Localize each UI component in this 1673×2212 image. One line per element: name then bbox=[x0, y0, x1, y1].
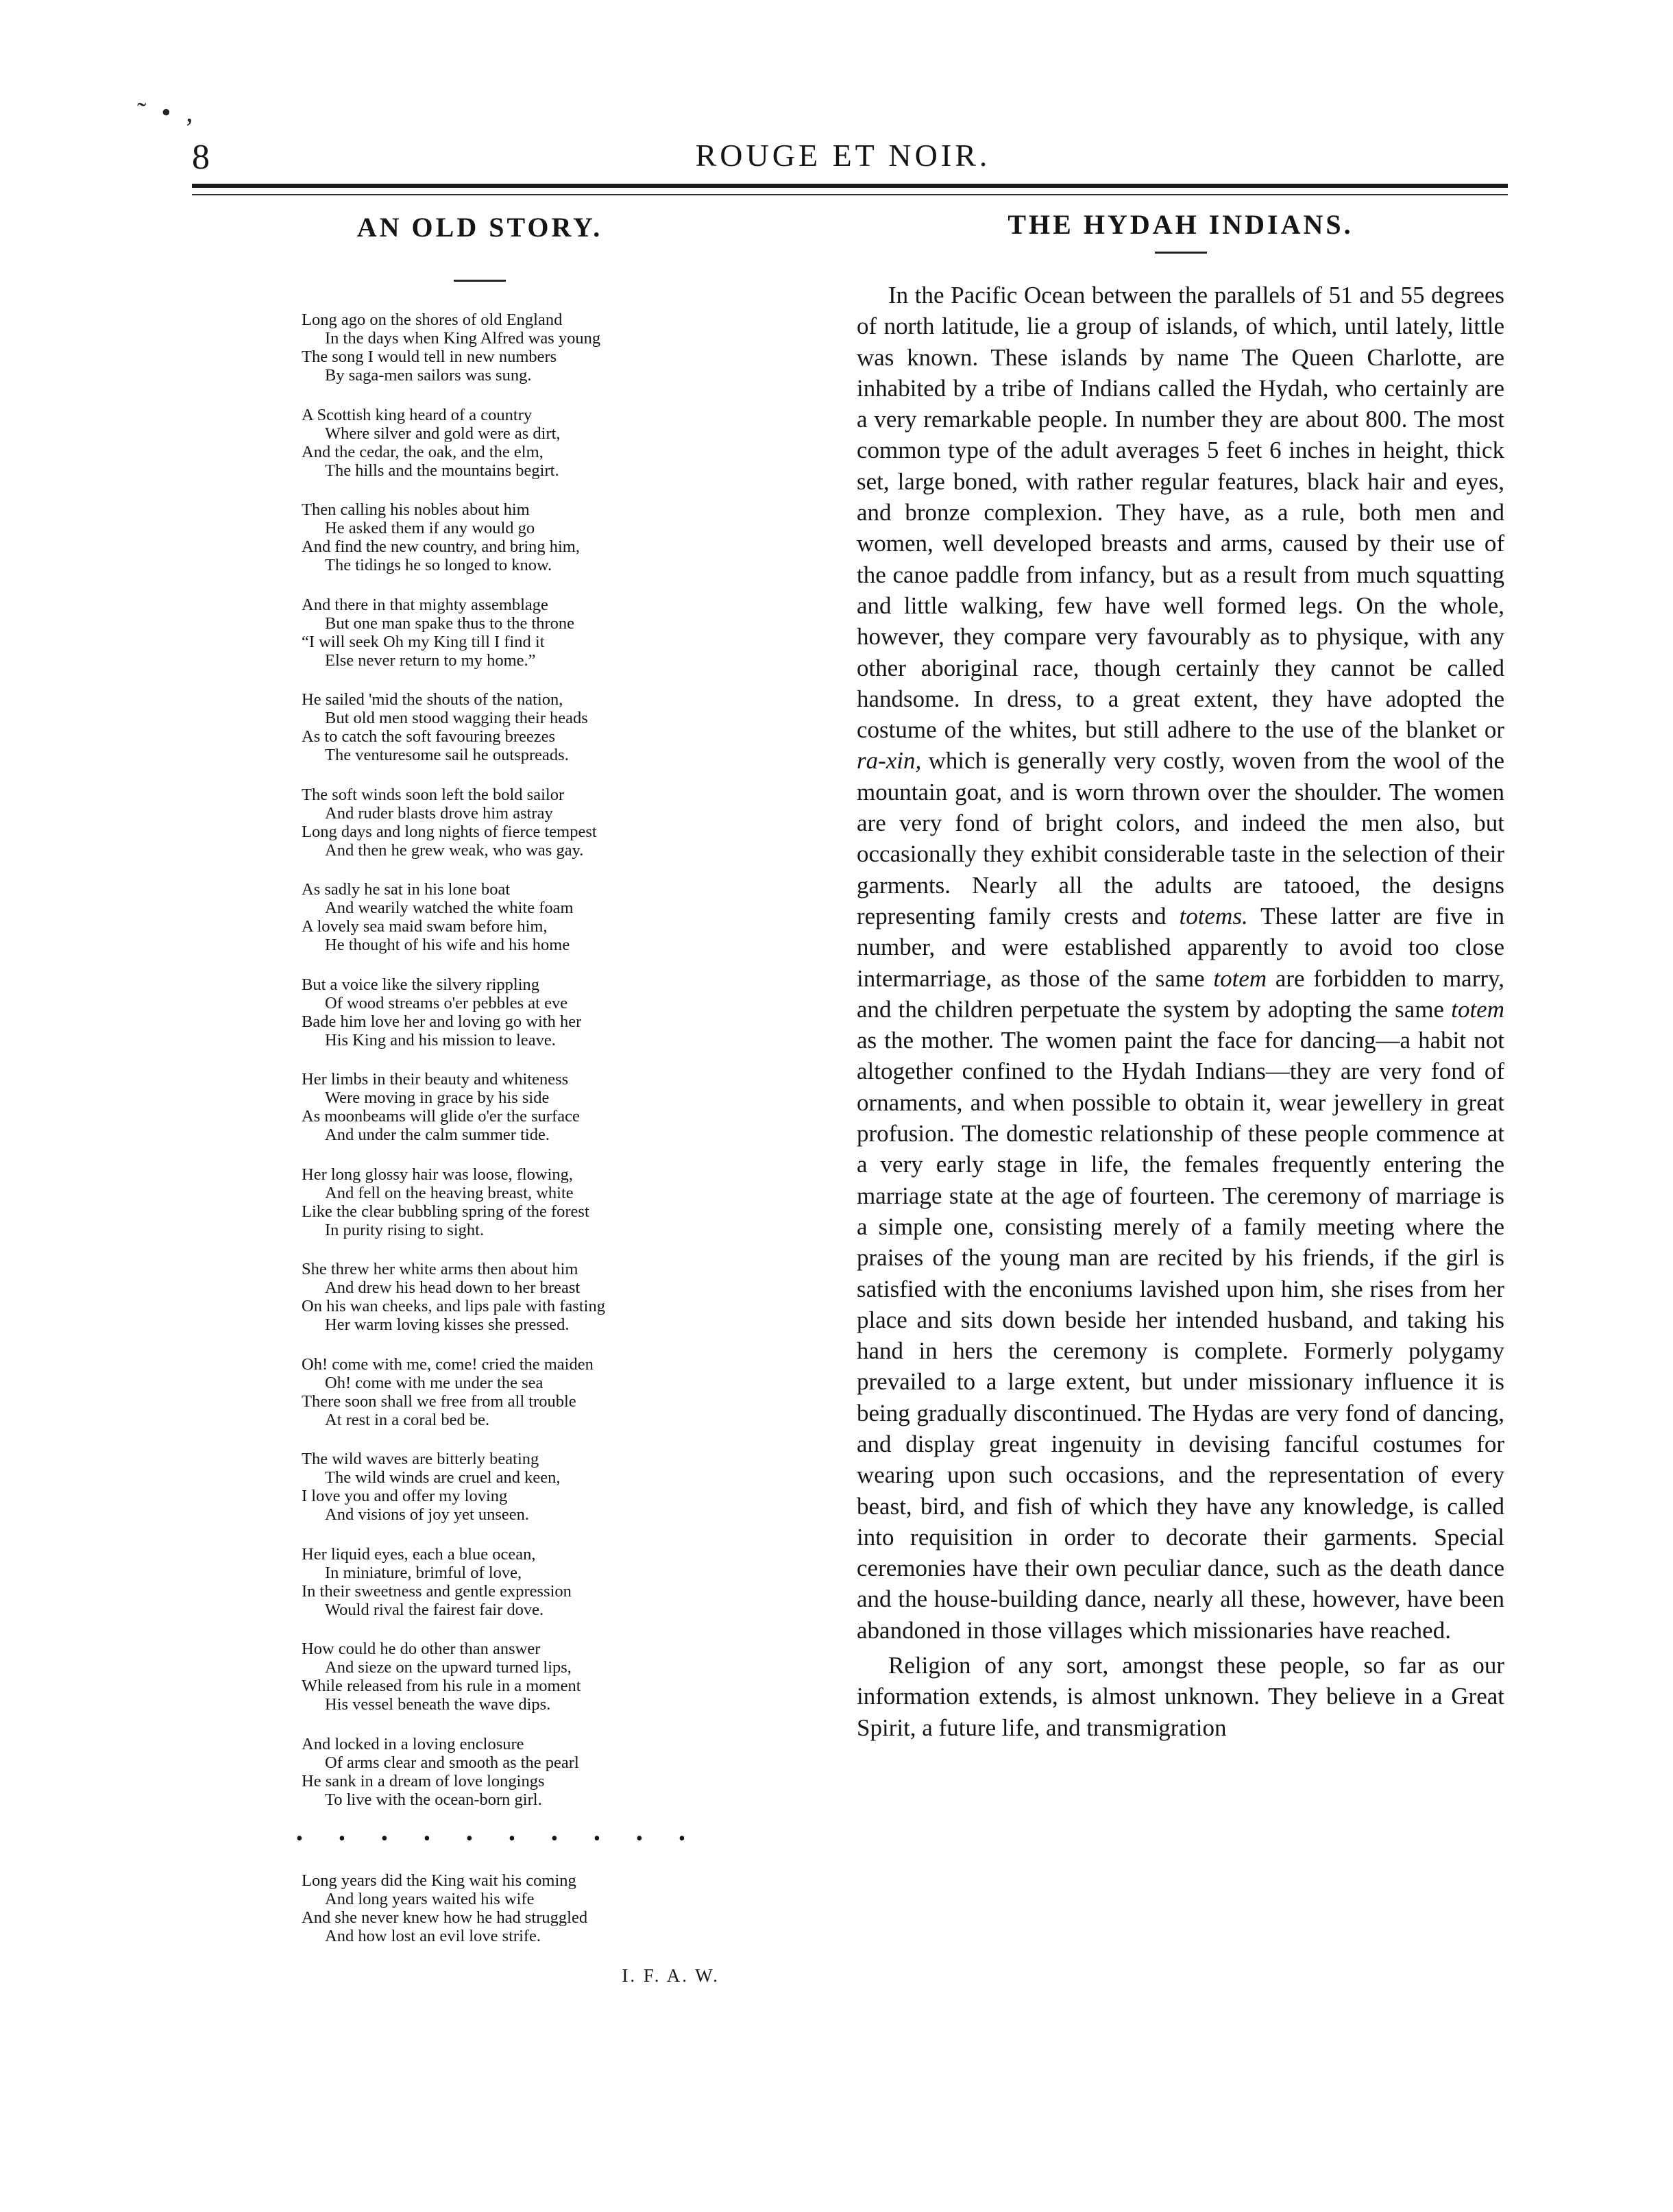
italic-term: totems. bbox=[1179, 902, 1248, 929]
poem-title: AN OLD STORY. bbox=[356, 212, 603, 243]
poem-body bbox=[296, 311, 740, 1986]
asterism: • bbox=[551, 1828, 558, 1849]
asterism: • bbox=[636, 1828, 643, 1849]
poem-line: As to catch the soft favouring breezes bbox=[302, 727, 556, 746]
journal-title: ROUGE ET NOIR. bbox=[695, 138, 991, 173]
poem-line: Long years did the King wait his coming bbox=[302, 1871, 576, 1890]
paragraph: Religion of any sort, amongst these people, so far as our information extends, is almost unknown. They believe in a Great Spirit, a future life, and transmigration bbox=[857, 1652, 1504, 1741]
poem-line: Were moving in grace by his side bbox=[325, 1089, 550, 1107]
stanza bbox=[302, 1640, 740, 1714]
poem-line: Of wood streams o'er pebbles at eve bbox=[325, 993, 568, 1012]
asterism-row bbox=[296, 1830, 740, 1848]
stanza bbox=[302, 1165, 740, 1239]
text-run: are forbidden to marry, and the children perpetuate the system by adopting the same bbox=[857, 964, 1504, 1023]
poem-line: But old men stood wagging their heads bbox=[325, 709, 588, 727]
page-number: 8 bbox=[192, 138, 210, 177]
title-rule bbox=[454, 280, 506, 282]
poem-line: He thought of his wife and his home bbox=[325, 936, 570, 954]
poem-line: Would rival the fairest fair dove. bbox=[325, 1600, 544, 1619]
poem-line: At rest in a coral bed be. bbox=[325, 1410, 490, 1429]
poem-line: And how lost an evil love strife. bbox=[325, 1927, 541, 1945]
poem-line: There soon shall we free from all trouble bbox=[302, 1391, 576, 1411]
header-rule-thin bbox=[192, 194, 1508, 195]
stanza bbox=[302, 786, 740, 860]
asterism: • bbox=[679, 1828, 685, 1849]
poem-line: Her long glossy hair was loose, flowing, bbox=[302, 1165, 574, 1184]
asterism: • bbox=[509, 1828, 515, 1849]
poem-line: Her liquid eyes, each a blue ocean, bbox=[302, 1544, 536, 1564]
poem-line: And long years waited his wife bbox=[325, 1890, 535, 1908]
poem-line: Long days and long nights of fierce tempest bbox=[302, 822, 597, 841]
poem-line: Her limbs in their beauty and whiteness bbox=[302, 1070, 569, 1089]
poem-line: But one man spake thus to the throne bbox=[325, 613, 575, 633]
poem-line: And drew his head down to her breast bbox=[325, 1278, 581, 1297]
stanza bbox=[302, 1260, 740, 1334]
title-rule bbox=[1155, 252, 1207, 254]
poem-line: In the days when King Alfred was young bbox=[325, 329, 601, 348]
poem-line: His vessel beneath the wave dips. bbox=[325, 1695, 551, 1714]
poem-line: The song I would tell in new numbers bbox=[302, 348, 557, 366]
poem-line: Else never return to my home.” bbox=[325, 651, 536, 670]
header-rule-thick bbox=[192, 184, 1508, 188]
poem-line: Then calling his nobles about him bbox=[302, 500, 530, 519]
running-head bbox=[192, 137, 1494, 185]
poem-line: And then he grew weak, who was gay. bbox=[325, 840, 584, 860]
poem-line: Her warm loving kisses she pressed. bbox=[325, 1315, 570, 1334]
poem-line: And under the calm summer tide. bbox=[325, 1126, 550, 1144]
poem-line: In purity rising to sight. bbox=[325, 1220, 485, 1239]
poem-line: And visions of joy yet unseen. bbox=[325, 1505, 530, 1524]
stanza bbox=[302, 1450, 740, 1524]
asterism: • bbox=[339, 1828, 345, 1849]
poem-line: The hills and the mountains begirt. bbox=[325, 461, 559, 480]
stanza bbox=[302, 1871, 740, 1945]
stanza bbox=[302, 596, 740, 670]
poem-column bbox=[206, 206, 754, 1986]
text-run: These latter are five in number, and were established apparently to avoid too close intermarriage, as those of the same bbox=[857, 902, 1504, 992]
stanza bbox=[302, 975, 740, 1049]
poem-line: A Scottish king heard of a country bbox=[302, 405, 533, 424]
poem-line: By saga-men sailors was sung. bbox=[325, 366, 532, 385]
poem-line: He sank in a dream of love longings bbox=[302, 1771, 545, 1790]
article-title: THE HYDAH INDIANS. bbox=[1008, 209, 1354, 240]
poem-line: While released from his rule in a moment bbox=[302, 1677, 581, 1695]
poem-line: And sieze on the upward turned lips, bbox=[325, 1658, 572, 1677]
poem-line: And the cedar, the oak, and the elm, bbox=[302, 442, 544, 461]
italic-term: totem bbox=[1213, 964, 1267, 992]
poem-line: The wild waves are bitterly beating bbox=[302, 1450, 539, 1468]
stanza bbox=[302, 406, 740, 480]
poem-line: Where silver and gold were as dirt, bbox=[325, 424, 561, 443]
poem-line: Of arms clear and smooth as the pearl bbox=[325, 1753, 579, 1772]
poem-line: On his wan cheeks, and lips pale with fasting bbox=[302, 1297, 605, 1315]
poem-line: He sailed 'mid the shouts of the nation, bbox=[302, 690, 563, 709]
text-run: which is generally very costly, woven from the wool of the mountain goat, and is worn thrown over the shoulder. The women are very fond of bright colors, and indeed the men also, but occasionally they exhibit considerable taste in the selection of their garments. Nearly all the adults are tatooed, the designs representing family crests and bbox=[857, 747, 1504, 929]
italic-term: totem bbox=[1451, 995, 1504, 1023]
poem-line: And there in that mighty assemblage bbox=[302, 595, 548, 614]
stanza bbox=[302, 1545, 740, 1619]
stanza bbox=[302, 500, 740, 574]
asterism: • bbox=[466, 1828, 473, 1849]
poem-line: The soft winds soon left the bold sailor bbox=[302, 785, 565, 804]
poem-line: Bade him love her and loving go with her bbox=[302, 1012, 582, 1031]
poem-line: Long ago on the shores of old England bbox=[302, 311, 563, 329]
author-signature: I. F. A. W. bbox=[622, 1965, 720, 1986]
poem-line: And she never knew how he had struggled bbox=[302, 1908, 588, 1927]
poem-line: And wearily watched the white foam bbox=[325, 899, 574, 917]
asterism: • bbox=[594, 1828, 600, 1849]
text-run: as the mother. The women paint the face for dancing—a habit not altogether confined to the Hydah Indians—they are very fond of ornaments, and when possible to obtain it, wear jewellery in great profusion. The domestic relationship of these people commence at a very early stage in life, the females frequently entering the marriage state at the age of fourteen. The ceremony of marriage is a simple one, consisting merely of a family meeting where the praises of the young man are recited by his friends, if the girl is satisfied with the enconiums lavished upon him, she rises from her place and sits down beside her intended husband, and taking his hand in hers the ceremony is complete. Formerly polygamy prevailed to a large extent, but under missionary influence it is being gradually discontinued. The Hydas are very fond of dancing, and display great ingenuity in devising fanciful costumes for wearing upon such occasions, and the representation of every beast, bird, and fish of which they have any knowledge, is called into requisition in order to decorate their garments. Special ceremonies have their own peculiar dance, such as the death dance and the house-building dance, nearly all these, however, have been abandoned in those villages which missionaries have reached. bbox=[857, 1027, 1504, 1644]
asterism: • bbox=[424, 1828, 430, 1849]
asterism: • bbox=[381, 1828, 388, 1849]
poem-line: But a voice like the silvery rippling bbox=[302, 975, 540, 994]
stanza bbox=[302, 1735, 740, 1809]
poem-line: His King and his mission to leave. bbox=[325, 1030, 556, 1049]
text-run: In the Pacific Ocean between the parallels of 51 and 55 degrees of north latitude, lie a group of islands, of which, until lately, little was known. These islands by name The Queen Charlotte, are inhabited by a tribe of Indians called the Hydah, who certainly are a very remarkable people. In number they are about 800. The most common type of the adult averages 5 feet 6 inches in height, thick set, large boned, with rather regular features, black hair and eyes, and bronze complexion. They have, as a rule, both men and women, well developed breasts and arms, caused by their use of the canoe paddle from infancy, but as a result from much squatting and little walking, few have well formed legs. On the whole, however, they compare very favourably as to physique, with any other aboriginal race, though certainly they cannot be called handsome. In dress, to a great extent, they have adopted the costume of the whites, but still adhere to the use of the blanket or bbox=[857, 282, 1504, 744]
article-column bbox=[857, 206, 1504, 1988]
poem-line: And find the new country, and bring him, bbox=[302, 537, 580, 556]
poem-line: In their sweetness and gentle expression bbox=[302, 1581, 572, 1601]
stray-marks: ˜ • , bbox=[137, 97, 197, 127]
poem-line: Oh! come with me, come! cried the maiden bbox=[302, 1354, 594, 1374]
poem-line: The tidings he so longed to know. bbox=[325, 556, 552, 574]
poem-line: In miniature, brimful of love, bbox=[325, 1563, 522, 1582]
poem-line: How could he do other than answer bbox=[302, 1640, 541, 1658]
poem-line: Oh! come with me under the sea bbox=[325, 1373, 544, 1392]
poem-line: The wild winds are cruel and keen, bbox=[325, 1468, 561, 1487]
paragraph bbox=[857, 280, 1504, 1646]
poem-line: “I will seek Oh my King till I find it bbox=[302, 632, 545, 651]
article-body bbox=[857, 280, 1504, 1743]
poem-line: The venturesome sail he outspreads. bbox=[325, 746, 569, 764]
poem-line: She threw her white arms then about him bbox=[302, 1260, 578, 1278]
poem-line: As moonbeams will glide o'er the surface bbox=[302, 1107, 580, 1126]
stanza bbox=[302, 690, 740, 764]
poem-line: And ruder blasts drove him astray bbox=[325, 803, 553, 823]
poem-line: As sadly he sat in his lone boat bbox=[302, 880, 511, 899]
poem-line: And fell on the heaving breast, white bbox=[325, 1183, 574, 1202]
stanza bbox=[302, 880, 740, 954]
stanza bbox=[302, 311, 740, 385]
poem-line: To live with the ocean-born girl. bbox=[325, 1790, 542, 1809]
poem-line: A lovely sea maid swam before him, bbox=[302, 917, 548, 936]
italic-term: ra-xin, bbox=[857, 747, 922, 775]
stanza bbox=[302, 1355, 740, 1429]
poem-line: I love you and offer my loving bbox=[302, 1487, 508, 1505]
poem-line: He asked them if any would go bbox=[325, 519, 535, 537]
asterism: • bbox=[296, 1828, 303, 1849]
poem-line: Like the clear bubbling spring of the forest bbox=[302, 1202, 589, 1221]
poem-line: And locked in a loving enclosure bbox=[302, 1734, 524, 1753]
stanza bbox=[302, 1070, 740, 1144]
